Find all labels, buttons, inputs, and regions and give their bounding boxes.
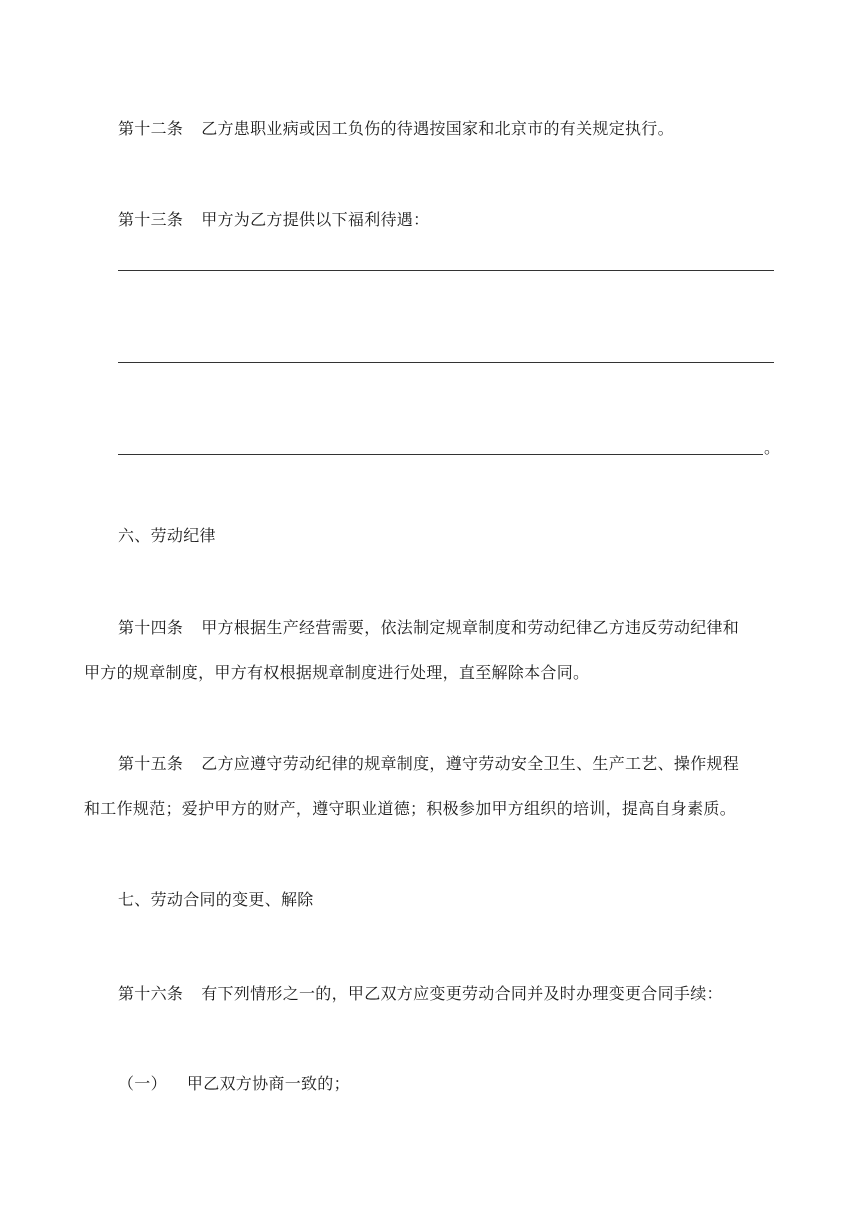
article-13-text: 甲方为乙方提供以下福利待遇： <box>201 210 430 229</box>
article-15-line-1 <box>118 753 739 775</box>
fill-in-line-3[interactable] <box>118 454 763 455</box>
fill-in-line-end-punctuation: 。 <box>764 438 781 457</box>
article-15-text-1: 乙方应遵守劳动纪律的规章制度，遵守劳动安全卫生、生产工艺、操作规程 <box>201 754 740 773</box>
section-7-heading: 七、劳动合同的变更、解除 <box>118 890 314 909</box>
list-item-1-text: 甲乙双方协商一致的； <box>186 1074 350 1093</box>
article-12 <box>118 118 674 140</box>
article-14-line-2: 甲方的规章制度，甲方有权根据规章制度进行处理，直至解除本合同。 <box>84 663 590 682</box>
list-item-1-number: （一） <box>118 1074 167 1093</box>
article-15-number: 第十五条 <box>118 754 184 773</box>
article-13-number: 第十三条 <box>118 210 184 229</box>
article-14-number: 第十四条 <box>118 618 184 637</box>
article-16 <box>118 983 723 1005</box>
article-14-line-1 <box>118 617 739 639</box>
fill-in-line-2[interactable] <box>118 362 774 363</box>
article-16-text: 有下列情形之一的，甲乙双方应变更劳动合同并及时办理变更合同手续： <box>201 984 723 1003</box>
list-item-1 <box>118 1073 350 1095</box>
section-6-heading: 六、劳动纪律 <box>118 526 216 545</box>
article-13 <box>118 209 429 231</box>
fill-in-line-1[interactable] <box>118 270 774 271</box>
article-12-number: 第十二条 <box>118 119 184 138</box>
article-14-text-1: 甲方根据生产经营需要，依法制定规章制度和劳动纪律乙方违反劳动纪律和 <box>201 618 740 637</box>
article-16-number: 第十六条 <box>118 984 184 1003</box>
article-15-line-2: 和工作规范；爱护甲方的财产，遵守职业道德；积极参加甲方组织的培训，提高自身素质。 <box>84 799 737 818</box>
article-12-text: 乙方患职业病或因工负伤的待遇按国家和北京市的有关规定执行。 <box>201 119 674 138</box>
